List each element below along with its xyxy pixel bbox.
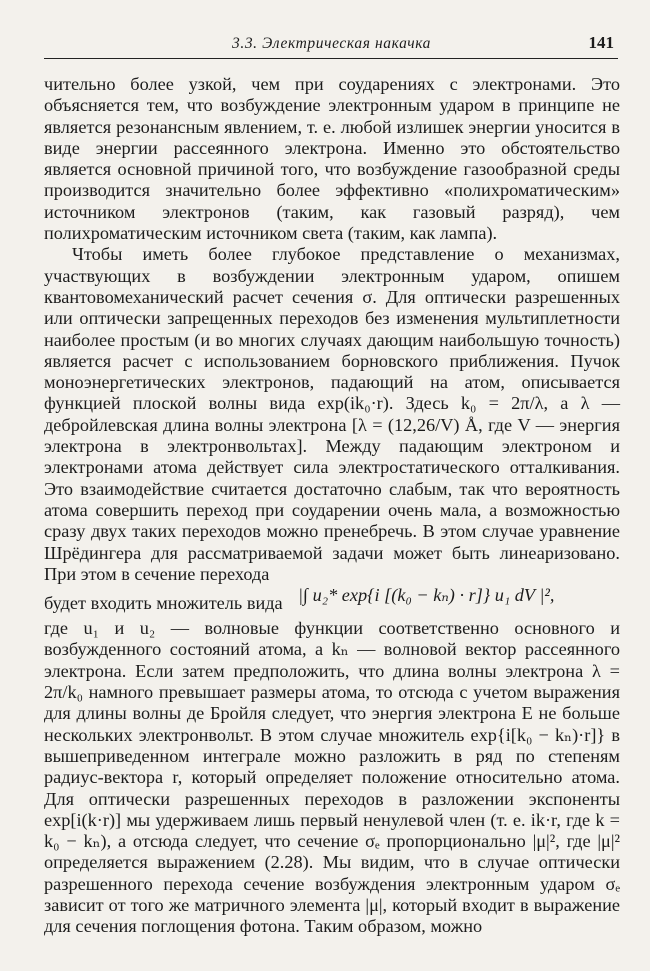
- matrix-element-formula: |∫ u₂* exp{i [(k₀ − kₙ) · r]} u₁ dV |²,: [298, 585, 555, 606]
- paragraph-3: где u₁ и u₂ — волновые функции соответственно основного и возбужденного состояний атома, а kₙ — волновой вектор рассеянного электрона. Если затем предположить, что длина волны электрона λ = 2π/k₀ намного превышает размеры атома, то отсюда с учетом выражения для длины волны де Бройля следует, что энергия электрона E не больше нескольких электронвольт. В этом случае множитель exp{i[k₀ − kₙ)·r]} в вышеприведенном интеграле можно разложить в ряд по степеням радиус-вектора r, который определяет положение относительно атома. Для оптически разрешенных переходов в разложении экспоненты exp[i(k·r)] мы удерживаем лишь первый ненулевой член (т. е. ik·r, где k = k₀ − kₙ), а отсюда следует, что сечение σₑ пропорционально |μ|², где |μ|² определяется выражением (2.28). Мы видим, что в случае оптически разрешенного перехода сечение возбуждения электронным ударом σₑ зависит от того же матричного элемента |μ|, который входит в выражение для сечения поглощения фотона. Таким образом, можно: [44, 618, 620, 937]
- page-number: 141: [588, 33, 614, 52]
- text-body: [44, 74, 620, 938]
- formula-lead-text: будет входить множитель вида: [44, 593, 283, 614]
- section-title: 3.3. Электрическая накачка: [232, 35, 432, 52]
- paragraph-2: Чтобы иметь более глубокое представление о механизмах, участвующих в возбуждении электронным ударом, опишем квантовомеханический расчет сечения σ. Для оптически разрешенных или оптически запрещенных переходов без изменения мультиплетности наиболее простым (и во многих случаях дающим наибольшую точность) является расчет с использованием борновского приближения. Пучок моноэнергетических электронов, падающий на атом, описывается функцией плоской волны вида exp(ik₀·r). Здесь k₀ = 2π/λ, а λ — дебройлевская длина волны электрона [λ = (12,26/V) Å, где V — энергия электрона в электронвольтах]. Между падающим электроном и электронами атома действует сила электростатического отталкивания. Это взаимодействие считается достаточно слабым, так что вероятность атома совершить переход при соударении очень мала, а возможностью сразу двух таких переходов можно пренебречь. В этом случае уравнение Шрёдингера для рассматриваемой задачи может быть линеаризовано. При этом в сечение перехода: [44, 244, 620, 584]
- paragraph-1: чительно более узкой, чем при соударениях с электронами. Это объясняется тем, что возбуждение электронным ударом в принципе не является резонансным явлением, т. е. любой излишек энергии уносится в виде энергии рассеянного электрона. Именно это обстоятельство является основной причиной того, что возбуждение газообразной среды производится значительно более эффективно «полихроматическим» источником электронов (таким, как газовый разряд), чем полихроматическим источником света (таким, как лампа).: [44, 74, 620, 244]
- formula-line: [44, 585, 620, 618]
- running-header: [44, 28, 618, 59]
